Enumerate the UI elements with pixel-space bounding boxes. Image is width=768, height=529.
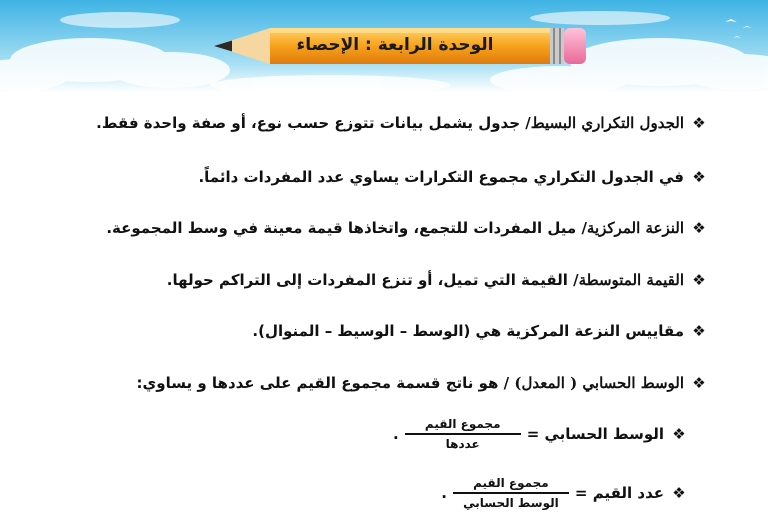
definition-text: جدول يشمل بيانات تتوزع حسب نوع، أو صفة واحدة فقط. bbox=[96, 114, 526, 132]
bullet-icon: ❖ bbox=[692, 374, 706, 392]
bullet-icon: ❖ bbox=[672, 484, 686, 502]
page-title: الوحدة الرابعة : الإحصاء bbox=[296, 35, 494, 55]
definition-text: ميل المفردات للتجمع، واتخاذها قيمة معينة في وسط المجموعة. bbox=[106, 219, 582, 237]
formula-mean bbox=[393, 417, 688, 451]
bullet-icon: ❖ bbox=[692, 322, 706, 340]
bullet-icon: ❖ bbox=[672, 425, 686, 443]
formula-end: . bbox=[441, 484, 447, 502]
statement-central-measures bbox=[252, 322, 708, 340]
bullet-icon: ❖ bbox=[692, 271, 706, 289]
term-label: الجدول التكراري البسيط/ bbox=[525, 114, 684, 132]
content-area bbox=[0, 92, 768, 529]
header-banner bbox=[0, 0, 768, 92]
formula-count bbox=[441, 476, 688, 510]
definition-average-value bbox=[167, 271, 708, 289]
fraction bbox=[453, 476, 569, 510]
fraction bbox=[405, 417, 521, 451]
formula-end: . bbox=[393, 425, 399, 443]
definition-central-tendency bbox=[106, 219, 708, 237]
term-label: الوسط الحسابي ( المعدل) bbox=[514, 374, 684, 392]
definition-simple-frequency-table bbox=[96, 114, 708, 132]
statement-text: مقاييس النزعة المركزية هي (الوسط – الوسيط – المنوال). bbox=[252, 322, 684, 340]
formula-lhs: عدد القيم = bbox=[574, 484, 664, 502]
bullet-icon: ❖ bbox=[692, 114, 706, 132]
statement-text: في الجدول التكراري مجموع التكرارات يساوي عدد المفردات دائماً. bbox=[198, 168, 684, 186]
term-label: النزعة المركزية/ bbox=[581, 219, 684, 237]
fraction-denominator: عددها bbox=[445, 437, 480, 451]
definition-arithmetic-mean bbox=[137, 374, 708, 392]
fraction-numerator: مجموع القيم bbox=[453, 476, 569, 494]
bullet-icon: ❖ bbox=[692, 168, 706, 186]
fraction-denominator: الوسط الحسابي bbox=[463, 496, 559, 510]
definition-text: / هو ناتج قسمة مجموع القيم على عددها و يساوي: bbox=[136, 374, 515, 392]
term-label: القيمة المتوسطة/ bbox=[573, 271, 684, 289]
statement-frequency-sum bbox=[198, 168, 708, 186]
formula-lhs: الوسط الحسابي = bbox=[526, 425, 664, 443]
fraction-numerator: مجموع القيم bbox=[405, 417, 521, 435]
bullet-icon: ❖ bbox=[692, 219, 706, 237]
definition-text: القيمة التي تميل، أو تنزع المفردات إلى التراكم حولها. bbox=[166, 271, 574, 289]
